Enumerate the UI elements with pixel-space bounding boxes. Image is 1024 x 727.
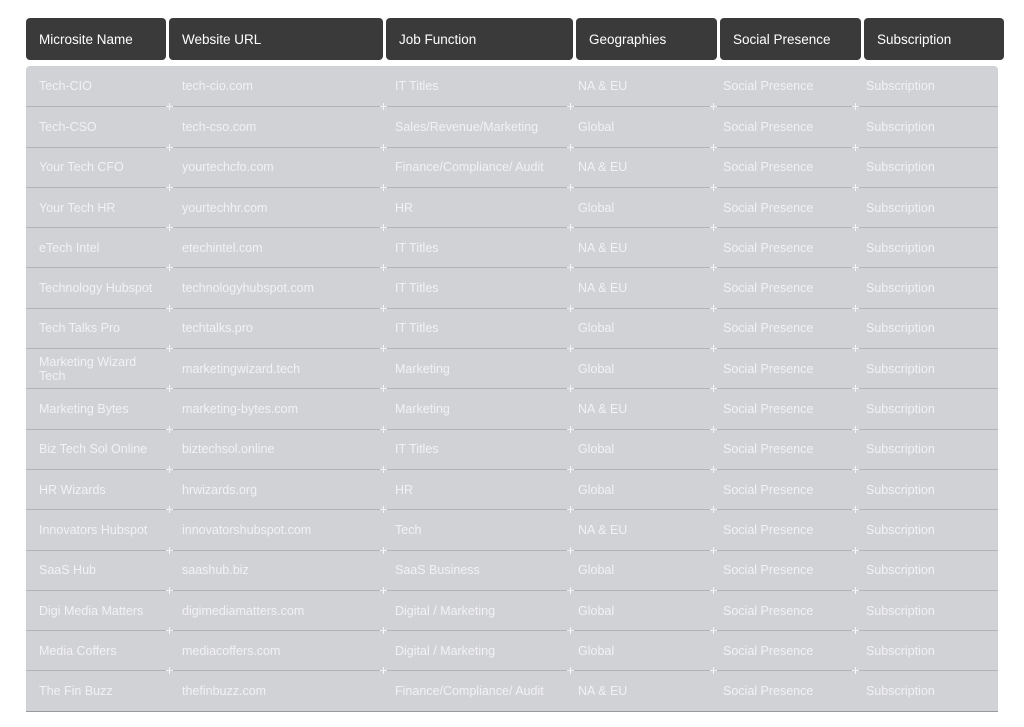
- subscription-cell: Subscription: [866, 442, 935, 457]
- row-divider-mark: [383, 547, 384, 554]
- job-function-cell: Tech: [395, 522, 422, 537]
- row-divider-mark: [570, 224, 571, 231]
- row-divider-mark: [855, 264, 856, 271]
- job-function-cell: Sales/Revenue/Marketing: [395, 119, 539, 134]
- website-url-cell[interactable]: yourtechhr.com: [182, 200, 268, 215]
- subscription-cell: Subscription: [866, 684, 935, 699]
- website-url-cell[interactable]: digimediamatters.com: [182, 603, 305, 618]
- job-function-cell: Finance/Compliance/ Audit: [395, 684, 544, 699]
- header-website-url: Website URL: [169, 18, 383, 60]
- row-divider-mark: [383, 667, 384, 674]
- row-divider-mark: [713, 144, 714, 151]
- row-divider-mark: [855, 587, 856, 594]
- social-presence-cell: Social Presence: [723, 442, 814, 457]
- row-divider-mark: [383, 426, 384, 433]
- row-divider-mark: [169, 345, 170, 352]
- row-divider-mark: [570, 547, 571, 554]
- row-divider-mark: [383, 264, 384, 271]
- row-divider-mark: [855, 506, 856, 513]
- geographies-cell: Global: [578, 119, 615, 134]
- subscription-cell: Subscription: [866, 603, 935, 618]
- row-divider-mark: [713, 385, 714, 392]
- table-row: [26, 429, 998, 469]
- subscription-cell: Subscription: [866, 240, 935, 255]
- geographies-cell: Global: [578, 563, 615, 578]
- row-divider-mark: [713, 506, 714, 513]
- row-divider-mark: [169, 385, 170, 392]
- row-divider-mark: [570, 264, 571, 271]
- row-divider-mark: [855, 224, 856, 231]
- microsite-name-cell: Technology Hubspot: [39, 281, 153, 296]
- website-url-cell[interactable]: tech-cso.com: [182, 119, 257, 134]
- website-url-cell[interactable]: hrwizards.org: [182, 482, 258, 497]
- microsite-name-cell: Digi Media Matters: [39, 603, 144, 618]
- table-row: [26, 630, 998, 670]
- row-divider-mark: [570, 385, 571, 392]
- row-divider-mark: [855, 144, 856, 151]
- row-divider-mark: [855, 385, 856, 392]
- microsite-name-cell: HR Wizards: [39, 482, 106, 497]
- microsite-name-cell: eTech Intel: [39, 240, 100, 255]
- row-divider-mark: [169, 506, 170, 513]
- table-row: [26, 66, 998, 106]
- microsite-name-cell: The Fin Buzz: [39, 684, 113, 699]
- table-row: [26, 348, 998, 388]
- geographies-cell: Global: [578, 321, 615, 336]
- table-row: [26, 670, 998, 710]
- table-row: [26, 147, 998, 187]
- microsite-name-cell: SaaS Hub: [39, 563, 96, 578]
- table-body: [26, 66, 998, 712]
- row-divider-mark: [713, 627, 714, 634]
- table-row: [26, 106, 998, 146]
- job-function-cell: IT Titles: [395, 442, 439, 457]
- geographies-cell: NA & EU: [578, 522, 628, 537]
- row-divider-mark: [855, 345, 856, 352]
- geographies-cell: NA & EU: [578, 79, 628, 94]
- job-function-cell: IT Titles: [395, 281, 439, 296]
- row-divider-mark: [169, 627, 170, 634]
- geographies-cell: NA & EU: [578, 402, 628, 417]
- social-presence-cell: Social Presence: [723, 643, 814, 658]
- geographies-cell: Global: [578, 643, 615, 658]
- row-divider-mark: [855, 184, 856, 191]
- geographies-cell: NA & EU: [578, 281, 628, 296]
- row-divider-mark: [169, 184, 170, 191]
- table-row: [26, 308, 998, 348]
- row-divider-mark: [383, 184, 384, 191]
- job-function-cell: Marketing: [395, 361, 450, 376]
- social-presence-cell: Social Presence: [723, 240, 814, 255]
- subscription-cell: Subscription: [866, 643, 935, 658]
- subscription-cell: Subscription: [866, 160, 935, 175]
- subscription-cell: Subscription: [866, 361, 935, 376]
- row-divider-mark: [713, 184, 714, 191]
- microsites-table: [26, 18, 998, 712]
- row-divider-mark: [713, 345, 714, 352]
- row-divider-mark: [570, 305, 571, 312]
- row-divider-mark: [855, 667, 856, 674]
- social-presence-cell: Social Presence: [723, 603, 814, 618]
- header-social-presence: Social Presence: [720, 18, 861, 60]
- row-divider-mark: [713, 103, 714, 110]
- row-divider-mark: [169, 426, 170, 433]
- row-divider-mark: [383, 305, 384, 312]
- social-presence-cell: Social Presence: [723, 563, 814, 578]
- job-function-cell: IT Titles: [395, 79, 439, 94]
- subscription-cell: Subscription: [866, 200, 935, 215]
- website-url-cell[interactable]: marketingwizard.tech: [182, 361, 301, 376]
- website-url-cell[interactable]: yourtechcfo.com: [182, 160, 274, 175]
- table-row: [26, 590, 998, 630]
- social-presence-cell: Social Presence: [723, 684, 814, 699]
- row-divider-mark: [855, 426, 856, 433]
- table-header: [26, 18, 998, 60]
- microsite-name-cell: Your Tech HR: [39, 200, 116, 215]
- row-divider-mark: [570, 506, 571, 513]
- row-divider-mark: [713, 426, 714, 433]
- website-url-cell[interactable]: etechintel.com: [182, 240, 263, 255]
- website-url-cell[interactable]: technologyhubspot.com: [182, 281, 315, 296]
- table-row: [26, 509, 998, 549]
- row-divider-mark: [169, 466, 170, 473]
- website-url-cell[interactable]: innovatorshubspot.com: [182, 522, 312, 537]
- subscription-cell: Subscription: [866, 563, 935, 578]
- social-presence-cell: Social Presence: [723, 522, 814, 537]
- job-function-cell: IT Titles: [395, 321, 439, 336]
- row-divider-mark: [570, 144, 571, 151]
- table-row: [26, 187, 998, 227]
- header-subscription: Subscription: [864, 18, 1004, 60]
- social-presence-cell: Social Presence: [723, 321, 814, 336]
- row-divider-mark: [383, 627, 384, 634]
- table-row: [26, 550, 998, 590]
- row-divider-mark: [855, 305, 856, 312]
- subscription-cell: Subscription: [866, 482, 935, 497]
- microsite-name-cell: Your Tech CFO: [39, 160, 124, 175]
- social-presence-cell: Social Presence: [723, 482, 814, 497]
- row-divider-mark: [713, 587, 714, 594]
- job-function-cell: Digital / Marketing: [395, 603, 496, 618]
- row-divider-mark: [570, 345, 571, 352]
- website-url-cell[interactable]: saashub.biz: [182, 563, 249, 578]
- row-divider-mark: [169, 144, 170, 151]
- social-presence-cell: Social Presence: [723, 361, 814, 376]
- row-divider-mark: [713, 224, 714, 231]
- row-divider-mark: [383, 587, 384, 594]
- row-divider-mark: [570, 667, 571, 674]
- social-presence-cell: Social Presence: [723, 119, 814, 134]
- row-divider-mark: [383, 144, 384, 151]
- geographies-cell: Global: [578, 482, 615, 497]
- website-url-cell[interactable]: thefinbuzz.com: [182, 684, 267, 699]
- row-divider-mark: [713, 264, 714, 271]
- header-geographies: Geographies: [576, 18, 717, 60]
- row-divider-mark: [855, 103, 856, 110]
- job-function-cell: HR: [395, 482, 414, 497]
- table-row: [26, 469, 998, 509]
- row-divider-mark: [383, 506, 384, 513]
- job-function-cell: Digital / Marketing: [395, 643, 496, 658]
- row-divider-mark: [169, 667, 170, 674]
- subscription-cell: Subscription: [866, 281, 935, 296]
- row-divider-mark: [570, 103, 571, 110]
- row-divider-mark: [169, 103, 170, 110]
- row-divider-mark: [570, 627, 571, 634]
- header-job-function: Job Function: [386, 18, 573, 60]
- subscription-cell: Subscription: [866, 321, 935, 336]
- row-divider-mark: [383, 224, 384, 231]
- microsite-name-cell: Innovators Hubspot: [39, 522, 148, 537]
- table-row: [26, 267, 998, 307]
- row-divider-mark: [713, 667, 714, 674]
- website-url-cell[interactable]: tech-cio.com: [182, 79, 253, 94]
- row-divider-mark: [383, 466, 384, 473]
- social-presence-cell: Social Presence: [723, 200, 814, 215]
- job-function-cell: IT Titles: [395, 240, 439, 255]
- row-divider-mark: [713, 305, 714, 312]
- website-url-cell[interactable]: techtalks.pro: [182, 321, 253, 336]
- social-presence-cell: Social Presence: [723, 160, 814, 175]
- microsite-name-cell: Tech Talks Pro: [39, 321, 121, 336]
- row-divider-mark: [570, 466, 571, 473]
- social-presence-cell: Social Presence: [723, 79, 814, 94]
- social-presence-cell: Social Presence: [723, 281, 814, 296]
- row-divider-mark: [383, 103, 384, 110]
- job-function-cell: HR: [395, 200, 414, 215]
- website-url-cell[interactable]: biztechsol.online: [182, 442, 275, 457]
- microsite-name-cell: Marketing Wizard Tech: [39, 354, 137, 383]
- microsite-name-cell: Tech-CSO: [39, 119, 97, 134]
- website-url-cell[interactable]: mediacoffers.com: [182, 643, 281, 658]
- row-divider-mark: [169, 587, 170, 594]
- row-divider-mark: [855, 627, 856, 634]
- row-divider-mark: [855, 466, 856, 473]
- row-divider-mark: [383, 345, 384, 352]
- row-divider-mark: [169, 305, 170, 312]
- geographies-cell: Global: [578, 361, 615, 376]
- geographies-cell: Global: [578, 603, 615, 618]
- microsite-name-cell: Media Coffers: [39, 643, 117, 658]
- row-divider-mark: [383, 385, 384, 392]
- geographies-cell: Global: [578, 200, 615, 215]
- geographies-cell: Global: [578, 442, 615, 457]
- social-presence-cell: Social Presence: [723, 402, 814, 417]
- job-function-cell: Marketing: [395, 402, 450, 417]
- row-divider-mark: [570, 184, 571, 191]
- subscription-cell: Subscription: [866, 79, 935, 94]
- row-divider-mark: [713, 466, 714, 473]
- row-divider-mark: [169, 224, 170, 231]
- row-divider-mark: [713, 547, 714, 554]
- job-function-cell: SaaS Business: [395, 563, 480, 578]
- subscription-cell: Subscription: [866, 402, 935, 417]
- row-divider-mark: [169, 264, 170, 271]
- header-microsite-name: Microsite Name: [26, 18, 166, 60]
- table-row: [26, 227, 998, 267]
- row-divider-mark: [570, 426, 571, 433]
- table-row: [26, 388, 998, 428]
- microsite-name-cell: Tech-CIO: [39, 79, 92, 94]
- row-divider-mark: [169, 547, 170, 554]
- geographies-cell: NA & EU: [578, 684, 628, 699]
- microsite-name-cell: Marketing Bytes: [39, 402, 129, 417]
- row-divider-mark: [570, 587, 571, 594]
- row-divider-mark: [855, 547, 856, 554]
- microsite-name-cell: Biz Tech Sol Online: [39, 442, 148, 457]
- subscription-cell: Subscription: [866, 522, 935, 537]
- geographies-cell: NA & EU: [578, 160, 628, 175]
- geographies-cell: NA & EU: [578, 240, 628, 255]
- website-url-cell[interactable]: marketing-bytes.com: [182, 402, 299, 417]
- job-function-cell: Finance/Compliance/ Audit: [395, 160, 544, 175]
- subscription-cell: Subscription: [866, 119, 935, 134]
